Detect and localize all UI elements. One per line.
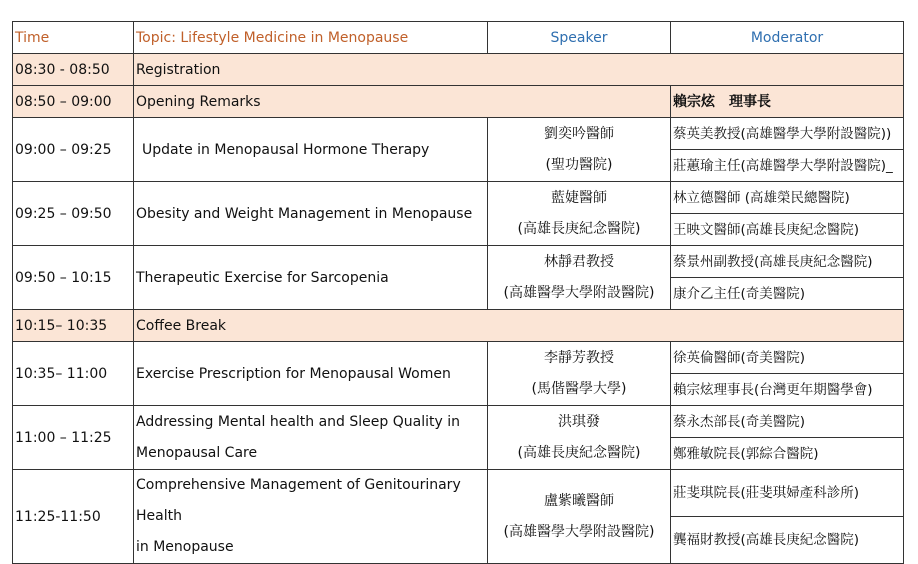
speaker-cell bbox=[488, 342, 671, 406]
header-moderator: Moderator bbox=[671, 22, 904, 54]
time-cell: 11:00 – 11:25 bbox=[13, 406, 134, 470]
speaker-name: 盧紫曦醫師 bbox=[544, 492, 614, 509]
speaker-name: 劉奕吟醫師 bbox=[544, 125, 614, 142]
table-row bbox=[13, 182, 904, 214]
speaker-affiliation: (高雄長庚紀念醫院) bbox=[517, 220, 641, 237]
speaker-cell bbox=[488, 182, 671, 246]
topic-cell bbox=[134, 406, 488, 470]
moderator-cell: 鄭雅敏院長(郭綜合醫院) bbox=[671, 438, 904, 470]
time-cell: 11:25-11:50 bbox=[13, 470, 134, 564]
moderator-cell: 莊斐琪院長(莊斐琪婦產科診所) bbox=[671, 470, 904, 517]
topic-cell: Opening Remarks bbox=[134, 86, 671, 118]
speaker-affiliation: (高雄長庚紀念醫院) bbox=[517, 444, 641, 461]
moderator-cell: 賴宗炫 理事長 bbox=[671, 86, 904, 118]
time-cell: 09:25 – 09:50 bbox=[13, 182, 134, 246]
topic-line: Comprehensive Management of Genitourinary Health bbox=[136, 477, 461, 524]
speaker-cell bbox=[488, 470, 671, 564]
moderator-cell: 蔡永杰部長(奇美醫院) bbox=[671, 406, 904, 438]
speaker-name: 李靜芳教授 bbox=[544, 349, 614, 366]
speaker-affiliation: (高雄醫學大學附設醫院) bbox=[503, 523, 655, 540]
speaker-name: 洪琪發 bbox=[558, 413, 600, 430]
speaker-cell bbox=[488, 118, 671, 182]
speaker-affiliation: (聖功醫院) bbox=[545, 156, 613, 173]
moderator-cell: 賴宗炫理事長(台灣更年期醫學會) bbox=[671, 374, 904, 406]
moderator-cell: 龔福財教授(高雄長庚紀念醫院) bbox=[671, 517, 904, 564]
moderator-cell: 王映文醫師(高雄長庚紀念醫院) bbox=[671, 214, 904, 246]
moderator-cell: 蔡英美教授(高雄醫學大學附設醫院)) bbox=[671, 118, 904, 150]
topic-line: Menopausal Care bbox=[136, 444, 258, 461]
topic-cell: Obesity and Weight Management in Menopause bbox=[134, 182, 488, 246]
topic-cell: Registration bbox=[134, 54, 904, 86]
moderator-cell: 蔡景州副教授(高雄長庚紀念醫院) bbox=[671, 246, 904, 278]
moderator-cell: 康介乙主任(奇美醫院) bbox=[671, 278, 904, 310]
topic-line: Addressing Mental health and Sleep Quality in bbox=[136, 413, 460, 430]
moderator-cell: 林立德醫師 (高雄榮民總醫院) bbox=[671, 182, 904, 214]
time-cell: 10:35– 11:00 bbox=[13, 342, 134, 406]
table-row bbox=[13, 470, 904, 517]
topic-cell: Coffee Break bbox=[134, 310, 904, 342]
time-cell: 08:30 - 08:50 bbox=[13, 54, 134, 86]
table-row bbox=[13, 54, 904, 86]
topic-cell: Exercise Prescription for Menopausal Women bbox=[134, 342, 488, 406]
header-topic: Topic: Lifestyle Medicine in Menopause bbox=[134, 22, 488, 54]
speaker-affiliation: (高雄醫學大學附設醫院) bbox=[503, 284, 655, 301]
header-time: Time bbox=[13, 22, 134, 54]
moderator-cell: 莊蕙瑜主任(高雄醫學大學附設醫院)_ bbox=[671, 150, 904, 182]
time-cell: 08:50 – 09:00 bbox=[13, 86, 134, 118]
header-row bbox=[13, 22, 904, 54]
time-cell: 10:15– 10:35 bbox=[13, 310, 134, 342]
time-cell: 09:00 – 09:25 bbox=[13, 118, 134, 182]
table-row bbox=[13, 246, 904, 278]
topic-cell: Update in Menopausal Hormone Therapy bbox=[134, 118, 488, 182]
time-cell: 09:50 – 10:15 bbox=[13, 246, 134, 310]
table-row bbox=[13, 86, 904, 118]
table-row bbox=[13, 118, 904, 150]
table-row bbox=[13, 310, 904, 342]
topic-line: in Menopause bbox=[136, 539, 234, 555]
topic-cell: Therapeutic Exercise for Sarcopenia bbox=[134, 246, 488, 310]
header-speaker: Speaker bbox=[488, 22, 671, 54]
agenda-table bbox=[12, 21, 904, 564]
speaker-cell bbox=[488, 406, 671, 470]
speaker-affiliation: (馬偕醫學大學) bbox=[531, 380, 627, 397]
topic-cell bbox=[134, 470, 488, 564]
speaker-name: 藍婕醫師 bbox=[551, 189, 607, 206]
speaker-name: 林靜君教授 bbox=[544, 253, 614, 270]
table-row bbox=[13, 342, 904, 374]
moderator-cell: 徐英倫醫師(奇美醫院) bbox=[671, 342, 904, 374]
table-row bbox=[13, 406, 904, 438]
speaker-cell bbox=[488, 246, 671, 310]
